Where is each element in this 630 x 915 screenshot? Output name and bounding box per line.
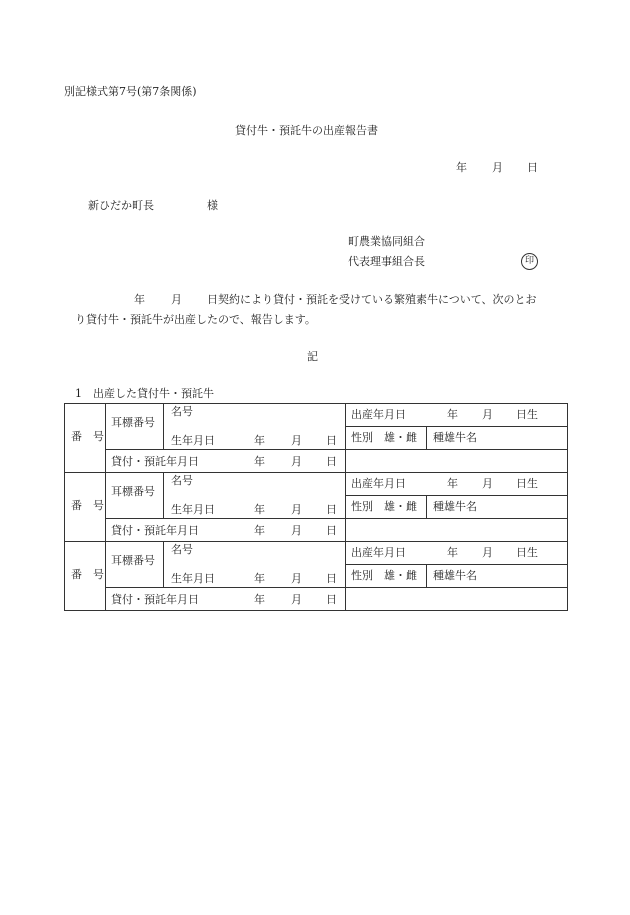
date-month: 月 [492, 161, 503, 174]
sire-name-label: 種雄牛名 [433, 431, 477, 444]
lend-month-label: 月 [291, 455, 302, 468]
calving-year-label: 年 [447, 408, 458, 421]
sender-rep: 代表理事組合長 [348, 255, 425, 268]
lend-day-label: 日 [326, 455, 337, 468]
table-rule [105, 518, 345, 519]
calving-month-label: 月 [482, 477, 493, 490]
record-number-label: 番 号 [71, 499, 104, 512]
addressee-honorific: 様 [207, 199, 218, 212]
table-rule [345, 403, 346, 611]
lend-day-label: 日 [326, 593, 337, 606]
body-year: 年 [134, 293, 145, 306]
birth-year-label: 年 [254, 503, 265, 516]
sex-label: 性別 雄・雌 [351, 569, 417, 582]
table-rule [105, 403, 106, 611]
ear-tag-label: 耳標番号 [111, 554, 155, 567]
lend-month-label: 月 [291, 593, 302, 606]
date-day: 日 [527, 161, 538, 174]
calving-month-label: 月 [482, 408, 493, 421]
table-rule [163, 472, 164, 518]
ear-tag-label: 耳標番号 [111, 416, 155, 429]
calving-table [64, 403, 568, 611]
seal-mark: 印 [521, 253, 538, 270]
lend-date-label: 貸付・預託年月日 [111, 455, 199, 468]
record-number-label: 番 号 [71, 568, 104, 581]
name-label: 名号 [171, 543, 193, 556]
lend-day-label: 日 [326, 524, 337, 537]
calving-day-label: 日生 [516, 546, 538, 559]
birth-date-label: 生年月日 [171, 503, 215, 516]
date-year: 年 [456, 161, 467, 174]
table-rule [64, 610, 568, 611]
addressee-name: 新ひだか町長 [88, 199, 154, 212]
body-month: 月 [171, 293, 182, 306]
table-rule [426, 564, 427, 587]
table-rule [105, 449, 345, 450]
calving-date-label: 出産年月日 [351, 477, 406, 490]
table-rule [163, 403, 164, 449]
birth-month-label: 月 [291, 434, 302, 447]
form-number: 別記様式第7号(第7条関係) [64, 85, 197, 98]
name-label: 名号 [171, 405, 193, 418]
birth-date-label: 生年月日 [171, 434, 215, 447]
table-rule [426, 426, 427, 449]
sire-name-label: 種雄牛名 [433, 569, 477, 582]
table-rule [64, 403, 65, 611]
sex-label: 性別 雄・雌 [351, 431, 417, 444]
document-title: 貸付牛・預託牛の出産報告書 [235, 124, 378, 137]
name-label: 名号 [171, 474, 193, 487]
calving-day-label: 日生 [516, 408, 538, 421]
table-rule [426, 495, 427, 518]
sire-name-label: 種雄牛名 [433, 500, 477, 513]
calving-year-label: 年 [447, 546, 458, 559]
lend-year-label: 年 [254, 593, 265, 606]
record-number-label: 番 号 [71, 430, 104, 443]
calving-year-label: 年 [447, 477, 458, 490]
birth-day-label: 日 [326, 572, 337, 585]
birth-year-label: 年 [254, 434, 265, 447]
calving-day-label: 日生 [516, 477, 538, 490]
calving-date-label: 出産年月日 [351, 546, 406, 559]
ear-tag-label: 耳標番号 [111, 485, 155, 498]
body-line1: 日契約により貸付・預託を受けている繁殖素牛について、次のとお [207, 293, 537, 306]
body-line2: り貸付牛・預託牛が出産したので、報告します。 [75, 313, 316, 326]
table-rule [345, 587, 568, 588]
birth-date-label: 生年月日 [171, 572, 215, 585]
table-rule [163, 541, 164, 587]
lend-date-label: 貸付・預託年月日 [111, 593, 199, 606]
table-rule [345, 426, 568, 427]
birth-day-label: 日 [326, 503, 337, 516]
birth-year-label: 年 [254, 572, 265, 585]
birth-month-label: 月 [291, 572, 302, 585]
table-rule [345, 495, 568, 496]
lend-year-label: 年 [254, 524, 265, 537]
calving-month-label: 月 [482, 546, 493, 559]
section-title: 1 出産した貸付牛・預託牛 [75, 387, 214, 400]
table-rule [105, 587, 345, 588]
table-rule [345, 564, 568, 565]
calving-date-label: 出産年月日 [351, 408, 406, 421]
sex-label: 性別 雄・雌 [351, 500, 417, 513]
lend-month-label: 月 [291, 524, 302, 537]
table-rule [64, 472, 568, 473]
sender-org: 町農業協同組合 [348, 235, 425, 248]
birth-month-label: 月 [291, 503, 302, 516]
table-rule [345, 518, 568, 519]
lend-date-label: 貸付・預託年月日 [111, 524, 199, 537]
table-rule [64, 403, 568, 404]
ki-label: 記 [307, 350, 318, 363]
table-rule [567, 403, 568, 611]
table-rule [345, 449, 568, 450]
table-rule [64, 541, 568, 542]
birth-day-label: 日 [326, 434, 337, 447]
lend-year-label: 年 [254, 455, 265, 468]
